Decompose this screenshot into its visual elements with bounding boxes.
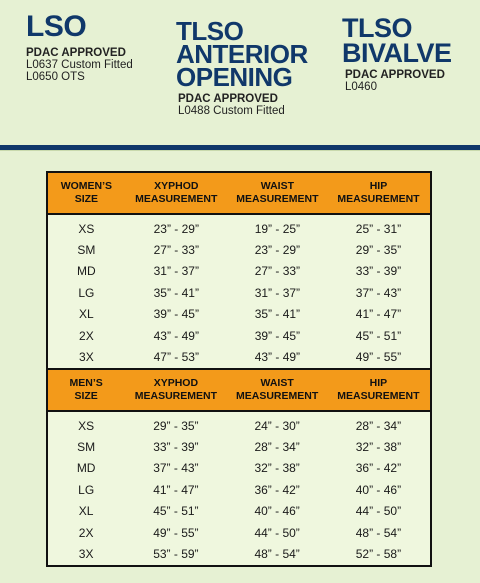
lso-header — [26, 12, 133, 83]
xyphod-cell: 47” - 53” — [153, 350, 199, 365]
hip-cell: 36” - 42” — [355, 461, 402, 476]
waist-cell: 43” - 49” — [254, 350, 301, 365]
lso-code-2: L0650 OTS — [26, 71, 85, 83]
hip-cell: 48” - 54” — [355, 525, 402, 540]
xyphod-cell: 31” - 37” — [153, 264, 199, 279]
table-row — [47, 261, 431, 282]
size-cell: XS — [78, 418, 95, 433]
table-row — [47, 411, 431, 436]
waist-cell: 48” - 54” — [254, 547, 300, 562]
hip-cell: 40” - 46” — [355, 482, 402, 497]
hip-cell: 29” - 35” — [355, 243, 402, 258]
size-cell: 2X — [78, 525, 94, 540]
column-header-hip: HIP MEASUREMENT — [327, 172, 431, 214]
waist-cell: 23” - 29” — [254, 243, 301, 258]
hip-cell: 33” - 39” — [355, 264, 402, 279]
waist-cell: 27” - 33” — [254, 264, 301, 279]
xyphod-cell: 33” - 39” — [153, 440, 199, 455]
xyphod-cell: 45” - 51” — [153, 504, 199, 519]
table-row — [47, 501, 431, 522]
table-row — [47, 543, 431, 565]
column-header-hip: HIP MEASUREMENT — [327, 369, 431, 411]
table-row — [47, 458, 431, 479]
waist-cell: 36” - 42” — [254, 482, 300, 497]
column-header-size: WOMEN’S SIZE — [47, 172, 125, 214]
lso-title: LSO — [26, 10, 87, 43]
lso-approval: PDAC APPROVED — [26, 47, 126, 59]
table-header-row — [47, 369, 431, 411]
table-row — [47, 479, 431, 500]
size-cell: XS — [78, 221, 95, 236]
hip-cell: 41” - 47” — [355, 307, 402, 322]
tlso-bivalve-title-line-1: TLSO — [342, 13, 412, 43]
lso-code-1: L0637 Custom Fitted — [26, 59, 133, 71]
tlso-bivalve-approval: PDAC APPROVED — [345, 69, 445, 81]
table-row — [47, 282, 431, 303]
xyphod-cell: 29” - 35” — [153, 418, 199, 433]
waist-cell: 19” - 25” — [254, 221, 301, 236]
size-cell: XL — [79, 307, 94, 322]
size-cell: LG — [78, 482, 95, 497]
size-cell: 3X — [79, 350, 94, 365]
tlso-anterior-title-line-1: TLSO — [176, 16, 244, 46]
hip-cell: 25” - 31” — [355, 221, 402, 236]
xyphod-cell: 43” - 49” — [153, 328, 199, 343]
column-header-waist: WAIST MEASUREMENT — [228, 172, 327, 214]
hip-cell: 49” - 55” — [355, 350, 402, 365]
table-row — [47, 214, 431, 239]
hip-cell: 52” - 58” — [355, 547, 402, 562]
size-cell: 2X — [79, 328, 94, 343]
hip-cell: 45” - 51” — [355, 328, 402, 343]
table-row — [47, 522, 431, 543]
xyphod-cell: 49” - 55” — [153, 525, 199, 540]
tlso-anterior-title-line-2: ANTERIOR — [176, 39, 308, 69]
xyphod-cell: 39” - 45” — [153, 307, 199, 322]
waist-cell: 32” - 38” — [254, 461, 300, 476]
waist-cell: 35” - 41” — [254, 307, 301, 322]
xyphod-cell: 53” - 59” — [153, 547, 199, 562]
xyphod-cell: 37” - 43” — [153, 461, 199, 476]
tlso-anterior-title-line-3: OPENING — [176, 62, 293, 92]
waist-cell: 40” - 46” — [254, 504, 300, 519]
hip-cell: 37” - 43” — [355, 285, 402, 300]
size-cell: SM — [77, 243, 96, 258]
size-cell: XL — [78, 504, 94, 519]
xyphod-cell: 23” - 29” — [153, 221, 199, 236]
column-header-size: MEN’S SIZE — [47, 369, 124, 411]
xyphod-cell: 35” - 41” — [153, 285, 199, 300]
hip-cell: 32” - 38” — [355, 440, 402, 455]
hip-cell: 28” - 34” — [355, 418, 402, 433]
tlso-anterior-approval: PDAC APPROVED — [178, 93, 278, 105]
size-cell: LG — [78, 285, 95, 300]
waist-cell: 39” - 45” — [254, 328, 301, 343]
table-row — [47, 325, 431, 346]
tlso-bivalve-title-line-2: BIVALVE — [342, 38, 452, 68]
waist-cell: 24” - 30” — [254, 418, 300, 433]
xyphod-cell: 41” - 47” — [153, 482, 199, 497]
xyphod-cell: 27” - 33” — [153, 243, 199, 258]
tlso-bivalve-header — [342, 13, 452, 93]
tlso-bivalve-code-1: L0460 — [345, 81, 377, 93]
waist-cell: 28” - 34” — [254, 440, 300, 455]
tlso-anterior-code-1: L0488 Custom Fitted — [178, 105, 285, 117]
size-cell: SM — [77, 440, 96, 455]
column-header-waist: WAIST MEASUREMENT — [227, 369, 326, 411]
table-row — [47, 346, 431, 368]
table-header-row — [47, 172, 431, 214]
waist-cell: 31” - 37” — [254, 285, 301, 300]
size-cell: MD — [76, 461, 96, 476]
column-header-xyphod: XYPHOD MEASUREMENT — [125, 172, 228, 214]
column-header-xyphod: XYPHOD MEASUREMENT — [124, 369, 227, 411]
mens-size-table — [46, 368, 432, 567]
waist-cell: 44” - 50” — [254, 525, 300, 540]
hip-cell: 44” - 50” — [355, 504, 402, 519]
womens-size-table — [46, 171, 432, 370]
table-row — [47, 436, 431, 457]
size-cell: 3X — [78, 547, 94, 562]
table-row — [47, 239, 431, 260]
tlso-anterior-header — [176, 16, 308, 117]
header-divider-highlight — [0, 150, 480, 151]
size-cell: MD — [77, 264, 96, 279]
table-row — [47, 304, 431, 325]
